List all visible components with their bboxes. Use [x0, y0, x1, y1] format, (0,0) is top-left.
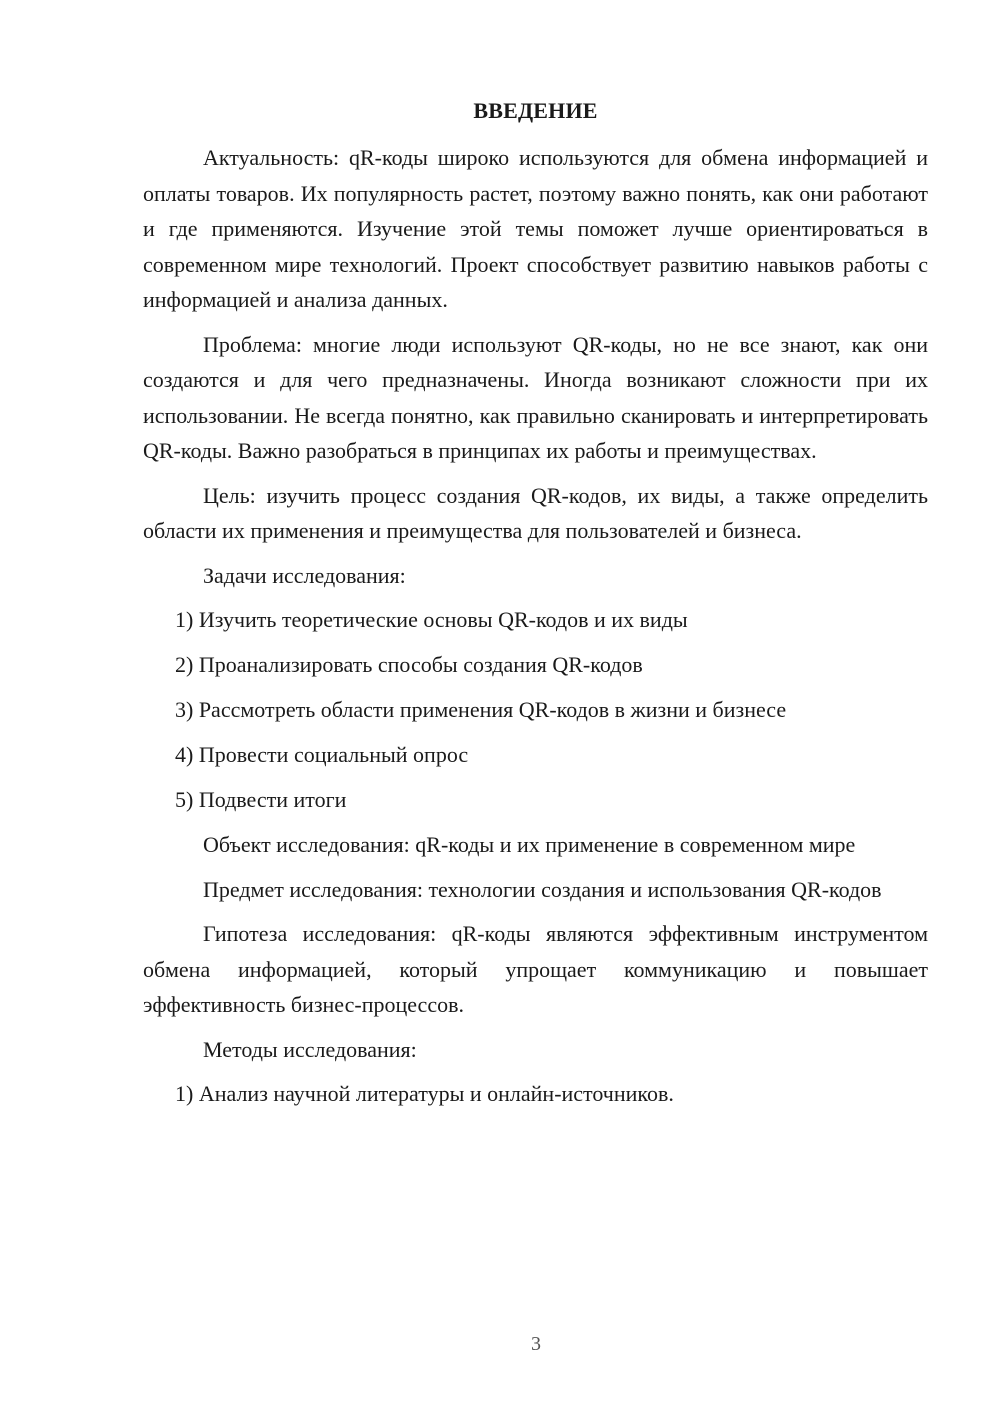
- tasks-list: [143, 602, 928, 818]
- page-number: 3: [531, 1333, 541, 1355]
- hypothesis-paragraph: Гипотеза исследования: qR-коды являются эффективным инструментом обмена информацией, который упрощает коммуникацию и повышает эффективность бизнес-процессов.: [143, 921, 928, 1017]
- method-item-1: 1) Анализ научной литературы и онлайн-источников.: [175, 1081, 674, 1106]
- subject-paragraph: Предмет исследования: технологии создания и использования QR-кодов: [203, 876, 882, 902]
- methods-heading: Методы исследования:: [203, 1036, 417, 1062]
- problem-paragraph: Проблема: многие люди используют QR-коды, но не все знают, как они создаются и для чего предназначены. Иногда возникают сложности при их использовании. Не всегда понятно, как правильно сканировать и интерпретировать QR-коды. Важно разобраться в принципах их работы и преимуществах.: [143, 331, 928, 463]
- object-paragraph: Объект исследования: qR-коды и их применение в современном мире: [203, 832, 856, 857]
- task-item-3: 3) Рассмотреть области применения QR-кодов в жизни и бизнесе: [175, 697, 787, 722]
- relevance-paragraph: Актуальность: qR-коды широко используются для обмена информацией и оплаты товаров. Их популярность растет, поэтому важно понять, как они работают и где применяются. Изучение этой темы поможет лучше ориентироваться в современном мире технологий. Проект способствует развитию навыков работы с информацией и анализа данных.: [143, 145, 928, 312]
- tasks-heading: Задачи исследования:: [203, 562, 406, 588]
- task-item-5: 5) Подвести итоги: [175, 787, 347, 812]
- goal-paragraph: Цель: изучить процесс создания QR-кодов, их виды, а также определить области их применения и преимущества для пользователей и бизнеса.: [143, 482, 928, 543]
- page-title: ВВЕДЕНИЕ: [473, 98, 598, 123]
- task-item-2: 2) Проанализировать способы создания QR-кодов: [175, 652, 643, 677]
- task-item-4: 4) Провести социальный опрос: [175, 742, 469, 767]
- document-body: [143, 94, 928, 1121]
- methods-list: [143, 1076, 928, 1112]
- task-item-1: 1) Изучить теоретические основы QR-кодов и их виды: [175, 607, 688, 632]
